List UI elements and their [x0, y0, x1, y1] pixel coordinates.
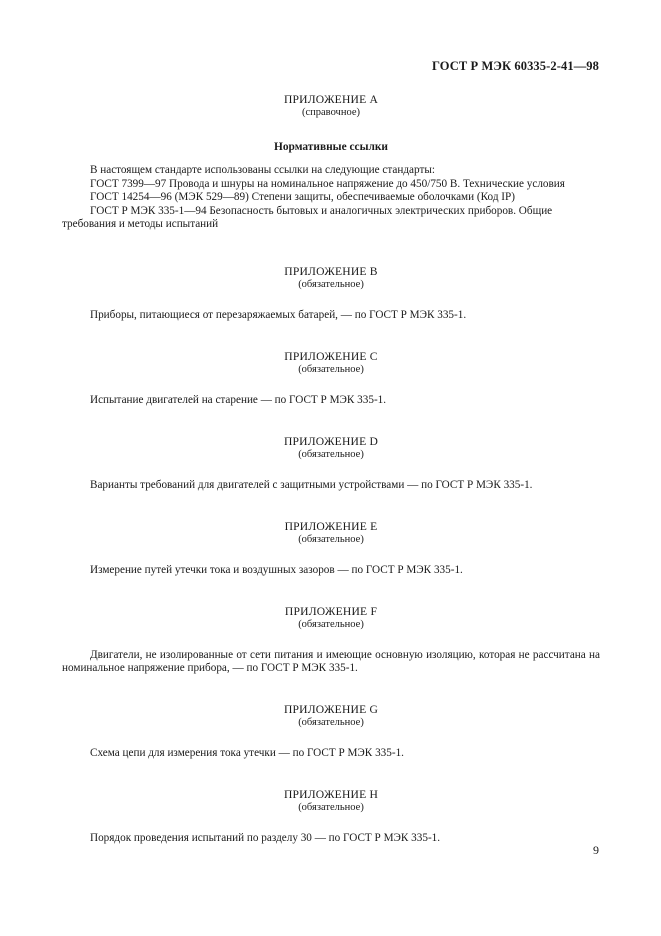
appendix-status: (обязательное) — [298, 448, 364, 460]
appendix-title: ПРИЛОЖЕНИЕ E — [284, 520, 378, 533]
appendix-a — [62, 93, 600, 232]
appendix-h — [62, 788, 600, 845]
reference-item: ГОСТ Р МЭК 335-1—94 Безопасность бытовых и аналогичных электрических приборов. Общие требования и методы испытаний — [62, 204, 553, 230]
appendix-title: ПРИЛОЖЕНИЕ С — [284, 350, 378, 363]
page-number: 9 — [593, 843, 599, 857]
appendix-title: ПРИЛОЖЕНИЕ H — [283, 788, 379, 801]
appendix-text: Испытание двигателей на старение — по ГОСТ Р МЭК 335-1. — [90, 393, 387, 406]
references-list — [62, 164, 600, 232]
appendix-text: Схема цепи для измерения тока утечки — по ГОСТ Р МЭК 335-1. — [90, 746, 404, 759]
appendix-f — [62, 605, 600, 676]
appendix-d — [62, 435, 600, 492]
appendix-text: Приборы, питающиеся от перезаряжаемых батарей, — по ГОСТ Р МЭК 335-1. — [90, 308, 467, 321]
appendix-text: Варианты требований для двигателей с защитными устройствами — по ГОСТ Р МЭК 335-1. — [90, 478, 533, 491]
appendix-title: ПРИЛОЖЕНИЕ D — [283, 435, 379, 448]
appendix-e — [62, 520, 600, 577]
appendix-text: Двигатели, не изолированные от сети питания и имеющие основную изоляцию, которая не рассчитана на номинальное напряжение прибора, — по ГОСТ Р МЭК 335-1. — [62, 648, 600, 674]
appendix-text: Измерение путей утечки тока и воздушных зазоров — по ГОСТ Р МЭК 335-1. — [90, 563, 463, 576]
appendix-c — [62, 350, 600, 407]
appendix-status: (обязательное) — [298, 618, 364, 630]
appendix-title: ПРИЛОЖЕНИЕ А — [283, 93, 379, 106]
standard-code-header: ГОСТ Р МЭК 60335-2-41—98 — [432, 59, 599, 73]
appendix-status: (обязательное) — [298, 716, 364, 728]
appendix-b — [62, 265, 600, 322]
appendix-g — [62, 703, 600, 760]
appendix-status: (обязательное) — [298, 363, 364, 375]
appendix-text: Порядок проведения испытаний по разделу 30 — по ГОСТ Р МЭК 335-1. — [90, 831, 441, 844]
appendix-title: ПРИЛОЖЕНИЕ В — [284, 265, 378, 278]
appendix-status: (обязательное) — [298, 533, 364, 545]
appendix-title: ПРИЛОЖЕНИЕ F — [284, 605, 378, 618]
appendix-status: (справочное) — [302, 106, 360, 118]
references-intro: В настоящем стандарте использованы ссылки на следующие стандарты: — [90, 164, 435, 176]
appendix-heading: Нормативные ссылки — [274, 140, 388, 153]
appendix-status: (обязательное) — [298, 801, 364, 813]
appendix-status: (обязательное) — [298, 278, 364, 290]
reference-item: ГОСТ 14254—96 (МЭК 529—89) Степени защиты, обеспечиваемые оболочками (Код IP) — [90, 191, 515, 203]
reference-item: ГОСТ 7399—97 Провода и шнуры на номинальное напряжение до 450/750 В. Технические условия — [90, 177, 565, 190]
appendix-title: ПРИЛОЖЕНИЕ G — [283, 703, 379, 716]
